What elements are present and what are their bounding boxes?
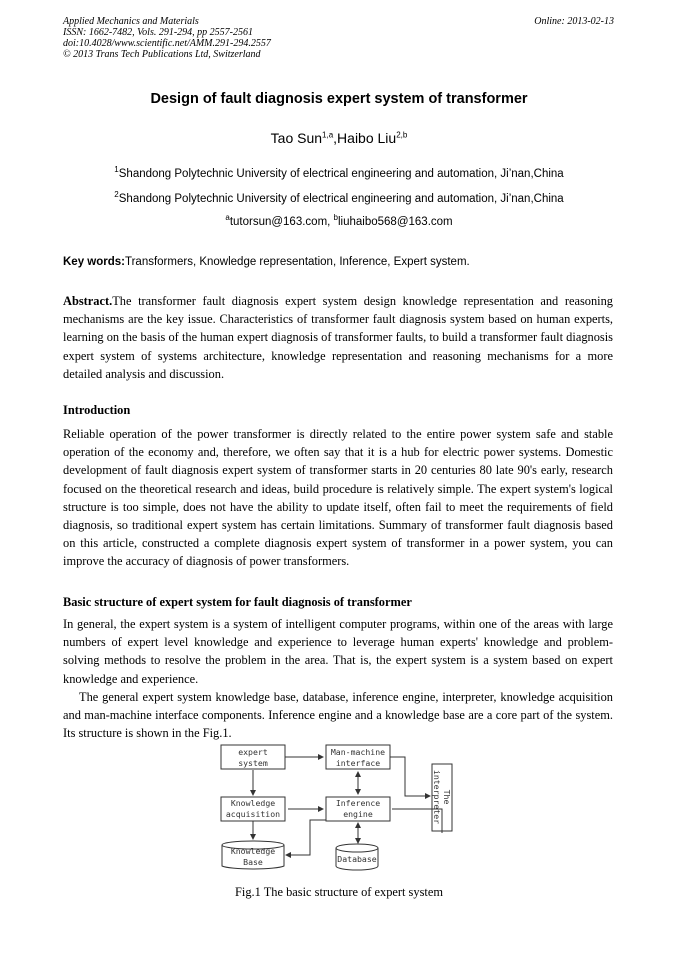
kb-l2: Base — [243, 857, 263, 867]
mmi-l1: Man-machine — [330, 747, 386, 757]
author-1: Tao Sun — [270, 130, 323, 146]
doi: doi:10.4028/www.scientific.net/AMM.291-294.2557 — [63, 38, 271, 49]
email-2: liuhaibo568@163.com — [338, 216, 453, 228]
online-date: Online: 2013-02-13 — [534, 16, 614, 27]
intro-heading: Introduction — [63, 403, 131, 417]
interpreter-l2: interpreter — [432, 769, 442, 825]
copyright: © 2013 Trans Tech Publications Ltd, Switzerland — [63, 49, 261, 60]
basic-paragraph-1: In general, the expert system is a system of intelligent computer programs, within one of the areas with large numbers of expert level knowledge and experience to leverage human experts' knowledge and problem-solving methods to resolve the problem in the area. That is, the expert system is a system based on expert knowledge and experience. — [63, 617, 613, 686]
mmi-l2: interface — [335, 758, 381, 768]
author-1-sup: 1,a — [322, 130, 334, 140]
expert-system-l1: expert — [238, 747, 268, 757]
ka-l2: acquisition — [225, 809, 281, 819]
email1-sup: a — [225, 213, 230, 223]
issn: ISSN: 1662-7482, Vols. 291-294, pp 2557-2561 — [63, 27, 253, 38]
interpreter-l1: The — [442, 789, 452, 805]
ie-l1: Inference — [335, 798, 381, 808]
keywords-text: Transformers, Knowledge representation, Inference, Expert system. — [125, 256, 470, 268]
email2-sup: b — [333, 213, 338, 223]
author-separator: , — [333, 130, 338, 146]
email-1: tutorsun@163.com, — [229, 216, 334, 228]
basic-heading: Basic structure of expert system for fault diagnosis of transformer — [63, 595, 412, 609]
db-label: Database — [337, 854, 377, 864]
intro-text: Reliable operation of the power transformer is directly related to the entire power system safe and stable operation of the economy and, therefore, we often say that it is a hub for electric power systems. Domestic development of fault diagnosis expert system of transformer starts in 20 centuries 80 late 90's early, research focused on the theoretical research and ideas, build procedure is relatively simple. The expert system's logical structure is too simple, does not have the ability to update itself, often fail to meet the requirements of field diagnosis, so traditional expert system has certain limitations. Summary of transformer fault diagnosis based on this article, constructed a complete diagnosis expert system of transformer in a power system, you can improve the accuracy of diagnosis of power transformers. — [63, 427, 613, 569]
ka-l1: Knowledge — [230, 798, 276, 808]
paper-title: Design of fault diagnosis expert system of transformer — [150, 91, 528, 107]
abstract-label: Abstract. — [63, 294, 113, 308]
aff1-text: Shandong Polytechnic University of electrical engineering and automation, Ji’nan,China — [118, 168, 564, 180]
ie-l2: engine — [343, 809, 373, 819]
author-2: Haibo Liu — [337, 130, 397, 146]
keywords-label: Key words: — [63, 256, 125, 268]
abstract-text: The transformer fault diagnosis expert system design knowledge representation and reasoning mechanisms are the key issue. Characteristics of transformer fault diagnosis system based on human experts, learning on the basis of the human expert diagnosis of transformer faults, to build a transformer fault diagnosis expert system of systems architecture, knowledge representation and reasoning mechanisms for a more detailed analysis and discussion. — [63, 294, 613, 381]
expert-system-l2: system — [238, 758, 268, 768]
aff2-sup: 2 — [114, 190, 119, 200]
figure-caption: Fig.1 The basic structure of expert system — [235, 885, 443, 899]
aff1-sup: 1 — [114, 165, 119, 175]
kb-l1: Knowledge — [230, 846, 276, 856]
basic-paragraph-2: The general expert system knowledge base, database, inference engine, interpreter, knowledge acquisition and man-machine interface components. Inference engine and a knowledge base are a core part of the system. Its structure is shown in the Fig.1. — [63, 690, 613, 741]
author-2-sup: 2,b — [396, 130, 408, 140]
aff2-text: Shandong Polytechnic University of electrical engineering and automation, Ji’nan,China — [118, 193, 564, 205]
journal-name: Applied Mechanics and Materials — [63, 16, 199, 27]
